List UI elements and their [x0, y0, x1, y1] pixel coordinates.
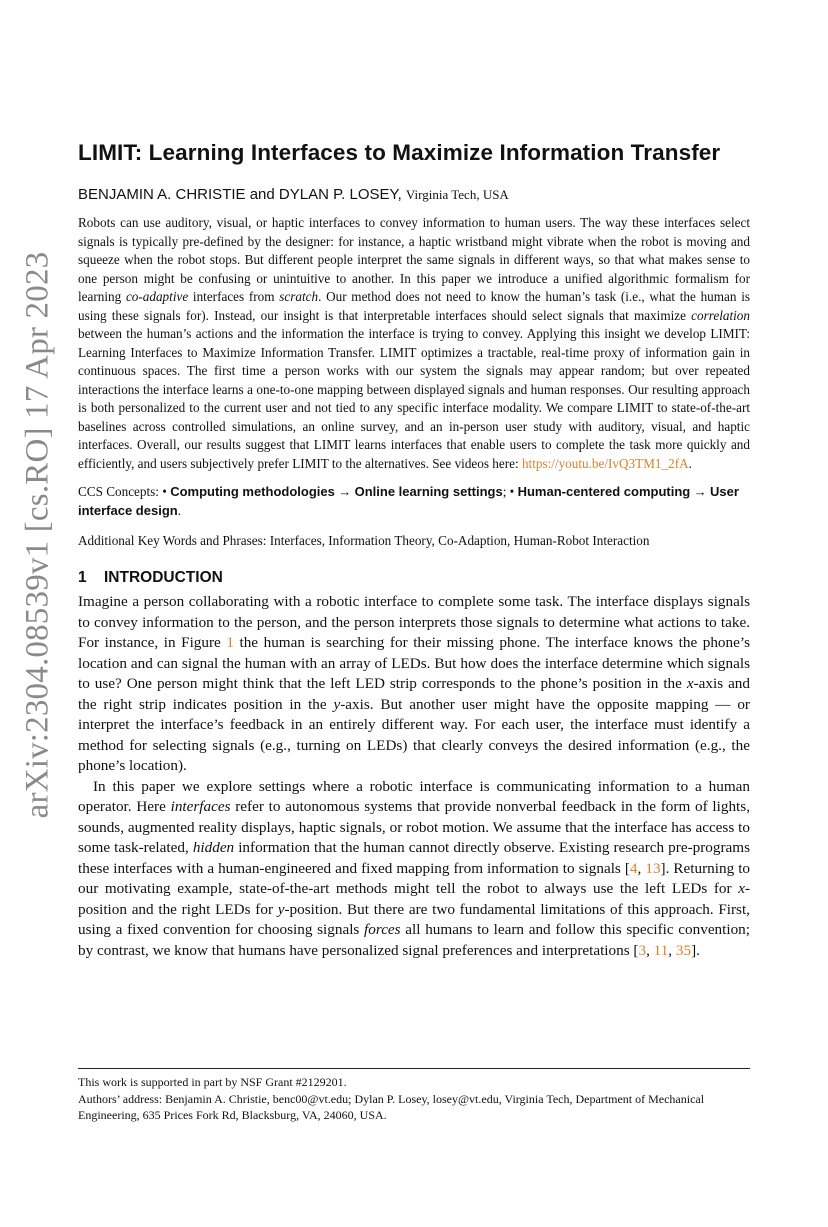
body-text: Imagine a person collaborating with a robotic interface to complete some task. The interface displays signals to convey information to the person, and the person interprets those signals to determine what actions to take. For instance, in Figure	[78, 593, 750, 651]
math-var: y	[333, 695, 341, 713]
author-line	[78, 185, 750, 205]
body-text: -position. But there are two fundamental limitations of this approach. First, using a fixed convention for choosing signals	[78, 900, 750, 938]
ccs-label: CCS Concepts: •	[78, 484, 171, 499]
paper-title: LIMIT: Learning Interfaces to Maximize Information Transfer	[78, 140, 721, 165]
body-text: -axis and the right strip indicates position in the	[78, 675, 750, 713]
emphasis: interfaces	[170, 798, 231, 815]
ccs-concept: Computing methodologies	[170, 484, 335, 499]
author-affiliation: Virginia Tech, USA	[405, 187, 509, 202]
body-text: -position and the right LEDs for	[78, 880, 750, 918]
video-link[interactable]: https://youtu.be/IvQ3TM1_2fA	[521, 455, 689, 471]
abstract-text: Robots can use auditory, visual, or haptic interfaces to convey information to human users. The way these interfaces select signals is typically pre-defined by the designer: for instance, a haptic wristband might vibrate when the robot is moving and squeeze when the robot stops. But different people interpret the same signals in different ways, so that what makes sense to one person might be confusing or unintuitive to another. In this paper we introduce a unified algorithmic formalism for learning	[78, 215, 750, 304]
math-var: x	[686, 675, 694, 692]
footnotes	[78, 1068, 750, 1124]
keywords: Additional Key Words and Phrases: Interfaces, Information Theory, Co-Adaption, Human-Robot Interaction	[78, 533, 650, 548]
emphasis: forces	[364, 921, 401, 938]
ccs-arrow: →	[334, 484, 355, 499]
citation-separator: ,	[668, 941, 676, 959]
ccs-arrow: →	[690, 484, 710, 499]
math-var: y	[277, 900, 285, 918]
arxiv-sidebar-stamp	[8, 236, 68, 834]
abstract-text: . Our method does not need to know the human’s task (i.e., what the human is using these signals for). Instead, our insight is that interpretable interfaces should select signals that maximize	[78, 289, 750, 323]
intro-paragraph-1	[78, 592, 750, 777]
body-text: -axis. But another user might have the opposite mapping — or interpret the interface’s feedback in an entirely different way. For each user, the interface must identify a method for selecting signals (e.g., turning on LEDs) that clearly conveys the desired information (e.g., the phone’s location).	[78, 695, 750, 774]
ccs-concept: Human-centered computing	[517, 484, 691, 499]
abstract-text: between the human’s actions and the information the interface is trying to convey. Applying this insight we develop LIMIT: Learning Interfaces to Maximize Information Transfer. LIMIT optimizes a tractable, real-time proxy of information gain in continuous spaces. The first time a person works with our system the signals may appear random; but over repeated interactions the interface learns a one-to-one mapping between displayed signals and human responses. Our resulting approach is both personalized to the current user and not tied to any specific interface modality. We compare LIMIT to state-of-the-art baselines across controlled simulations, an online survey, and an in-person user study with auditory, visual, and haptic interfaces. Overall, our results suggest that LIMIT learns interfaces that enable users to complete the task more quickly and efficiently, and users subjectively prefer LIMIT to the alternatives. See videos here:	[78, 326, 750, 471]
citation-separator: ,	[637, 859, 646, 877]
body-text: all humans to learn and follow this specific convention; by contrast, we know that humans have personalized signal preferences and interpretations [	[78, 921, 750, 959]
body-text: the human is searching for their missing phone. The interface knows the phone’s location and can signal the human with an array of LEDs. But how does the interface determine which signals to use? One person might think that the left LED strip corresponds to the phone’s position in the	[78, 634, 750, 692]
abstract-text: .	[688, 455, 692, 471]
ccs-end: .	[177, 503, 181, 518]
abstract-emphasis: correlation	[691, 307, 750, 323]
abstract-emphasis: co-adaptive	[125, 289, 189, 304]
funding-note: This work is supported in part by NSF Grant #2129201.	[78, 1075, 347, 1089]
body-text: In this paper we explore settings where a robotic interface is communicating information to a human operator. Here	[78, 777, 750, 815]
ccs-concepts	[78, 482, 750, 520]
ccs-separator: ; •	[502, 484, 518, 499]
citation-separator: ,	[646, 941, 654, 959]
citation-link[interactable]: 13	[645, 859, 661, 877]
section-number: 1	[78, 569, 87, 586]
intro-paragraph-2	[78, 777, 750, 962]
section-heading	[78, 568, 750, 588]
abstract	[78, 214, 750, 473]
citation-link[interactable]: 3	[638, 941, 647, 959]
citation-link[interactable]: 11	[653, 941, 669, 959]
math-var: x	[738, 880, 745, 897]
body-text: refer to autonomous systems that provide nonverbal feedback in the form of lights, sounds, augmented reality displays, haptic signals, or robot motion. We assume that the interface has access to some task-related,	[78, 798, 750, 856]
abstract-text: interfaces from	[188, 289, 280, 304]
body-text: ]. Returning to our motivating example, state-of-the-art methods might tell the robot to always use the left LEDs for	[78, 859, 751, 897]
paper-first-page	[78, 138, 750, 961]
citation-link[interactable]: 35	[675, 941, 692, 959]
citation-link[interactable]: 4	[629, 859, 638, 877]
figure-reference[interactable]: 1	[226, 634, 234, 651]
author-names: BENJAMIN A. CHRISTIE and DYLAN P. LOSEY,	[78, 186, 402, 203]
ccs-concept: Online learning settings	[354, 484, 503, 499]
emphasis: hidden	[192, 839, 235, 856]
author-address: Authors’ address: Benjamin A. Christie, benc00@vt.edu; Dylan P. Losey, losey@vt.edu, Virginia Tech, Department of Mechanical Engineering, 635 Prices Fork Rd, Blacksburg, VA, 24060, USA.	[78, 1091, 705, 1122]
section-title: INTRODUCTION	[104, 569, 223, 586]
ccs-concept: User interface design	[78, 484, 739, 518]
abstract-emphasis: scratch	[279, 289, 319, 304]
body-text: information that the human cannot directly observe. Existing research pre-programs these interfaces with a human-engineered and fixed mapping from information to signals [	[78, 839, 750, 877]
arxiv-id: arXiv:2304.08539v1 [cs.RO] 17 Apr 2023	[19, 251, 56, 819]
body-text: ].	[691, 941, 700, 959]
